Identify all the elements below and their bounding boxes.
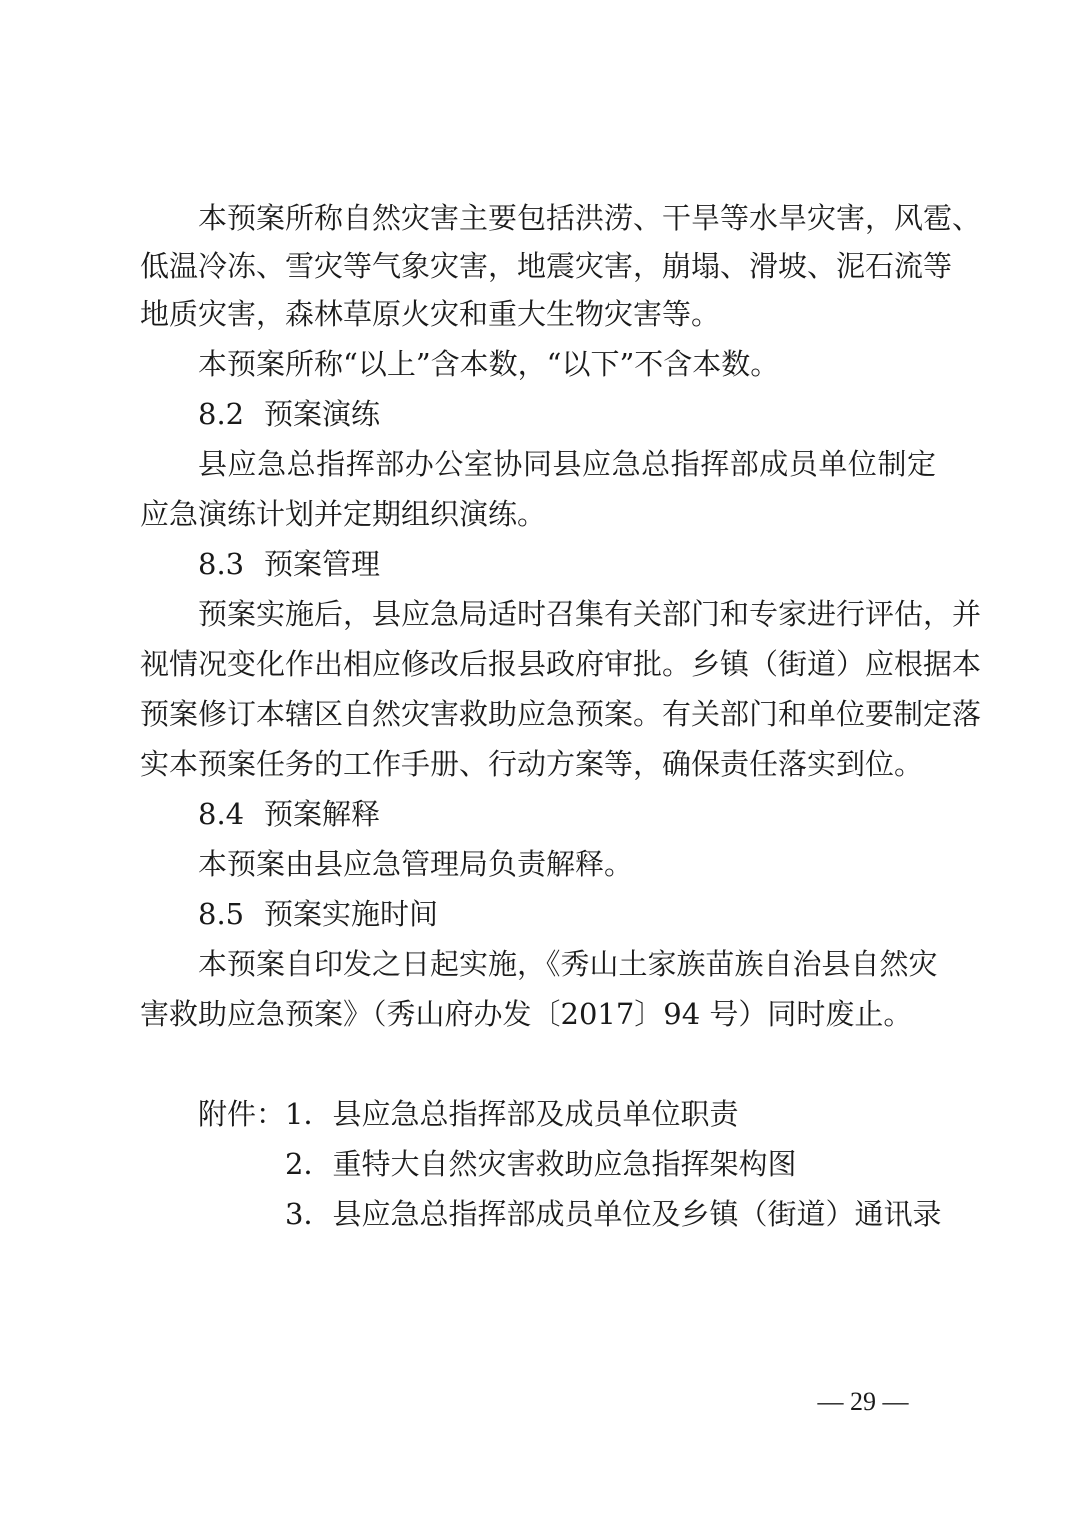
paragraph-line: 害救助应急预案》（秀山府办发〔2017〕94 号）同时废止。	[140, 997, 913, 1031]
section-number: 8.2	[198, 397, 245, 431]
attachment-line-1	[198, 1092, 738, 1136]
section-title: 预案演练	[264, 397, 381, 431]
attachment-item: 3．县应急总指挥部成员单位及乡镇（街道）通讯录	[285, 1197, 942, 1231]
section-title: 预案管理	[264, 547, 381, 581]
attachments-label: 附件：	[198, 1097, 286, 1131]
page-number: — 29 —	[817, 1387, 909, 1416]
section-heading-8-4	[198, 792, 380, 836]
paragraph-line: 实本预案任务的工作手册、行动方案等，确保责任落实到位。	[140, 747, 924, 781]
section-title: 预案解释	[264, 797, 381, 831]
paragraph-line: 本预案由县应急管理局负责解释。	[198, 847, 634, 881]
paragraph-line: 预案修订本辖区自然灾害救助应急预案。有关部门和单位要制定落	[140, 697, 982, 731]
section-heading-8-3	[198, 542, 380, 586]
section-heading-8-5	[198, 892, 438, 936]
attachment-item: 1．县应急总指挥部及成员单位职责	[285, 1097, 739, 1131]
paragraph-line: 本预案所称“以上”含本数，“以下”不含本数。	[198, 347, 780, 381]
section-heading-8-2	[198, 392, 380, 436]
section-number: 8.4	[198, 797, 245, 831]
section-number: 8.3	[198, 547, 245, 581]
paragraph-line: 本预案所称自然灾害主要包括洪涝、干旱等水旱灾害，风雹、	[198, 201, 982, 235]
paragraph-line: 视情况变化作出相应修改后报县政府审批。乡镇（街道）应根据本	[140, 647, 982, 681]
paragraph-line: 本预案自印发之日起实施，《秀山土家族苗族自治县自然灾	[198, 947, 938, 981]
section-number: 8.5	[198, 897, 245, 931]
paragraph-line: 地质灾害，森林草原火灾和重大生物灾害等。	[140, 297, 721, 331]
paragraph-line: 低温冷冻、雪灾等气象灾害，地震灾害，崩塌、滑坡、泥石流等	[140, 249, 953, 283]
attachment-item: 2．重特大自然灾害救助应急指挥架构图	[285, 1147, 797, 1181]
section-title: 预案实施时间	[264, 897, 439, 931]
paragraph-line: 预案实施后，县应急局适时召集有关部门和专家进行评估，并	[198, 597, 982, 631]
paragraph-line: 县应急总指挥部办公室协同县应急总指挥部成员单位制定	[198, 447, 936, 481]
paragraph-line: 应急演练计划并定期组织演练。	[140, 497, 547, 531]
